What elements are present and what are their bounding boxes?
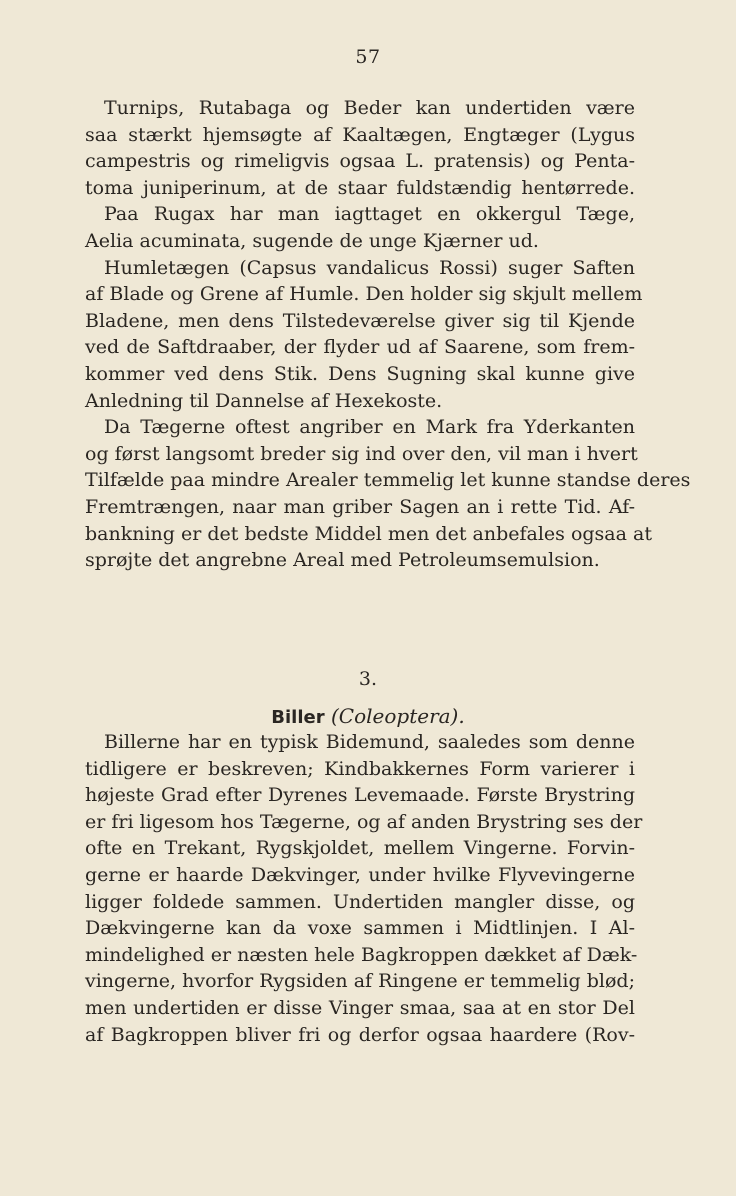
text-line: Humletægen (Capsus vandalicus Rossi) suger Saften <box>104 256 635 279</box>
text-line: ved de Saftdraaber, der flyder ud af Saarene, som frem- <box>85 336 635 359</box>
text-line: ofte en Trekant, Rygskjoldet, mellem Vingerne. Forvin- <box>85 837 635 860</box>
text-line: Aelia acuminata, sugende de unge Kjærner ud. <box>85 229 539 252</box>
text-line: mindelighed er næsten hele Bagkroppen dækket af Dæk- <box>85 943 638 966</box>
text-line: Bladene, men dens Tilstedeværelse giver sig til Kjende <box>85 309 635 332</box>
text-line: campestris og rimeligvis ogsaa L. pratensis) og Penta- <box>85 150 635 173</box>
text-line: tidligere er beskreven; Kindbakkernes Form varierer i <box>85 757 635 780</box>
section-number: 3. <box>358 668 378 690</box>
section-heading-latin: (Coleoptera). <box>330 704 465 728</box>
text-line: er fri ligesom hos Tægerne, og af anden Brystring ses der <box>85 810 643 833</box>
page-number: 57 <box>355 46 381 68</box>
paragraph-block-1 <box>85 95 691 574</box>
text-line: Billerne har en typisk Bidemund, saaledes som denne <box>104 731 635 753</box>
text-line: sprøjte det angrebne Areal med Petroleumsemulsion. <box>85 549 600 572</box>
section-heading-title: Biller <box>271 707 325 728</box>
text-line: kommer ved dens Stik. Dens Sugning skal kunne give <box>85 362 635 385</box>
text-line: og først langsomt breder sig ind over den, vil man i hvert <box>85 442 638 465</box>
text-line: gerne er haarde Dækvinger, under hvilke Flyvevingerne <box>85 863 635 886</box>
text-line: toma juniperinum, at de staar fuldstændig hentørrede. <box>85 176 635 199</box>
text-line: Tilfælde paa mindre Arealer temmelig let kunne standse deres <box>85 469 691 492</box>
text-line: Anledning til Dannelse af Hexekoste. <box>85 389 443 412</box>
text-line: af Blade og Grene af Humle. Den holder sig skjult mellem <box>85 283 643 306</box>
text-line: Da Tægerne oftest angriber en Mark fra Yderkanten <box>104 416 635 439</box>
text-line: ligger foldede sammen. Undertiden mangler disse, og <box>85 890 635 913</box>
text-line: Paa Rugax har man iagttaget en okkergul Tæge, <box>104 203 635 226</box>
text-line: men undertiden er disse Vinger smaa, saa at en stor Del <box>85 996 635 1019</box>
text-line: vingerne, hvorfor Rygsiden af Ringene er temmelig blød; <box>85 970 635 993</box>
text-line: Fremtrængen, naar man griber Sagen an i rette Tid. Af- <box>85 495 635 518</box>
text-line: bankning er det bedste Middel men det anbefales ogsaa at <box>85 522 652 545</box>
text-line: Dækvingerne kan da voxe sammen i Midtlinjen. I Al- <box>85 917 635 940</box>
text-line: saa stærkt hjemsøgte af Kaaltægen, Engtæger (Lygus <box>85 123 635 146</box>
paragraph-block-2 <box>85 729 643 1048</box>
section-heading <box>0 703 736 731</box>
text-line: Turnips, Rutabaga og Beder kan undertiden være <box>104 97 635 119</box>
text-line: højeste Grad efter Dyrenes Levemaade. Første Brystring <box>85 784 635 807</box>
text-line: af Bagkroppen bliver fri og derfor ogsaa haardere (Rov- <box>85 1023 635 1046</box>
